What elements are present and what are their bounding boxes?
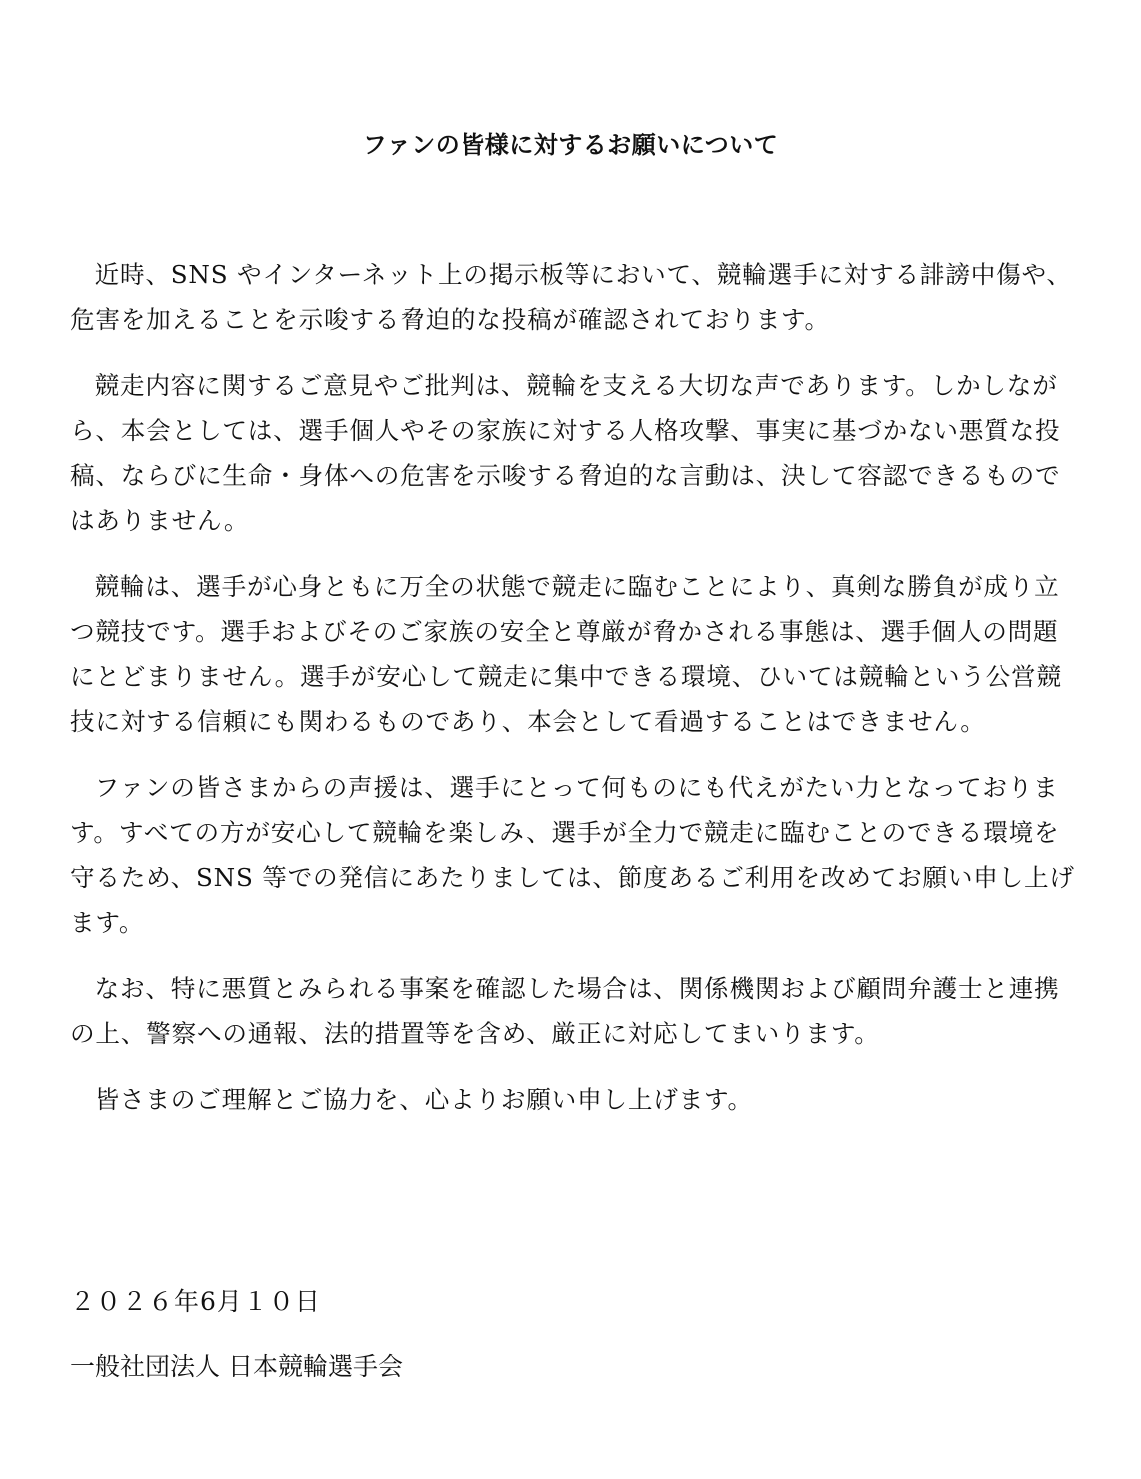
paragraph-4: ファンの皆さまからの声援は、選手にとって何ものにも代えがたい力となっております。すべての方が安心して競輪を楽しみ、選手が全力で競走に臨むことのできる環境を守るため、SNS 等での発信にあたりましては、節度あるご利用を改めてお願い申し上げます。: [70, 773, 1075, 937]
document-date: ２０２６年6月１０日: [70, 1287, 321, 1316]
document-body: [70, 252, 1080, 1143]
document-title: ファンの皆様に対するお願いについて: [362, 131, 779, 159]
paragraph-5: なお、特に悪質とみられる事案を確認した場合は、関係機関および顧問弁護士と連携の上、警察への通報、法的措置等を含め、厳正に対応してまいります。: [70, 974, 1060, 1048]
paragraph-6: 皆さまのご理解とご協力を、心よりお願い申し上げます。: [94, 1085, 753, 1114]
organization-name: 一般社団法人 日本競輪選手会: [70, 1352, 403, 1381]
paragraph-2: 競走内容に関するご意見やご批判は、競輪を支える大切な声であります。しかしながら、本会としては、選手個人やその家族に対する人格攻撃、事実に基づかない悪質な投稿、ならびに生命・身体への危害を示唆する脅迫的な言動は、決して容認できるものではありません。: [70, 371, 1061, 535]
paragraph-1: 近時、SNS やインターネット上の掲示板等において、競輪選手に対する誹謗中傷や、危害を加えることを示唆する脅迫的な投稿が確認されております。: [70, 260, 1072, 334]
paragraph-3: 競輪は、選手が心身ともに万全の状態で競走に臨むことにより、真剣な勝負が成り立つ競技です。選手およびそのご家族の安全と尊厳が脅かされる事態は、選手個人の問題にとどまりません。選手が安心して競走に集中できる環境、ひいては競輪という公営競技に対する信頼にも関わるものであり、本会として看過することはできません。: [70, 572, 1062, 736]
